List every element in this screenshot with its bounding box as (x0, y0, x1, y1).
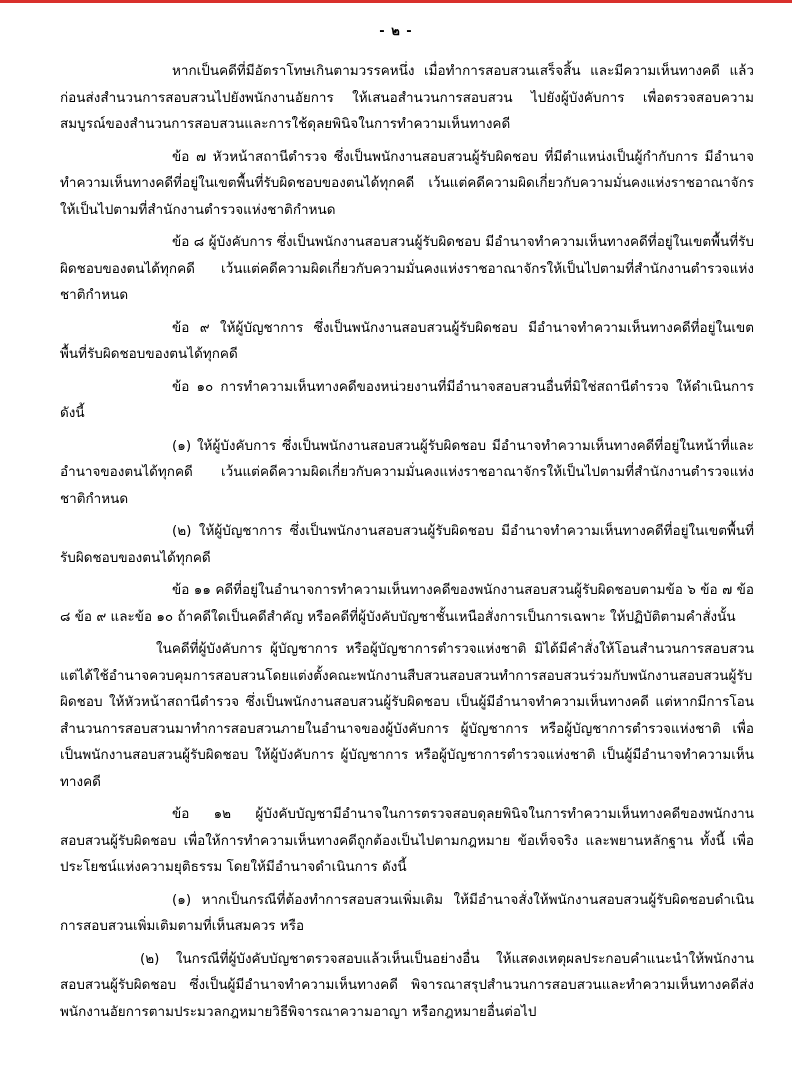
paragraph-article-11-case-transfer: ในคดีที่ผู้บังคับการ ผู้บัญชาการ หรือผู้บัญชาการตำรวจแห่งชาติ มิได้มีคำสั่งให้โอนสำนวนการสอบสวน แต่ได้ใช้อำนาจควบคุมการสอบสวนโดยแต่งตั้งคณะพนักงานสืบสวนสอบสวนทำการสอบสวนร่วมกับพนักงานสอบสวนผู้รับผิดชอบ ให้หัวหน้าสถานีตำรวจ ซึ่งเป็นพนักงานสอบสวนผู้รับผิดชอบ เป็นผู้มีอำนาจทำความเห็นทางคดี แต่หากมีการโอนสำนวนการสอบสวนมาทำการสอบสวนภายในอำนาจของผู้บังคับการ ผู้บัญชาการ หรือผู้บัญชาการตำรวจแห่งชาติ เพื่อเป็นพนักงานสอบสวนผู้รับผิดชอบ ให้ผู้บังคับการ ผู้บัญชาการ หรือผู้บัญชาการตำรวจแห่งชาติ เป็นผู้มีอำนาจทำความเห็นทางคดี (60, 641, 754, 790)
top-border-rule (0, 0, 792, 3)
paragraph-penalty-exceeds: หากเป็นคดีที่มีอัตราโทษเกินตามวรรคหนึ่ง เมื่อทำการสอบสวนเสร็จสิ้น และมีความเห็นทางคดี แล้ว ก่อนส่งสำนวนการสอบสวนไปยังพนักงานอัยการ ให้เสนอสำนวนการสอบสวน ไปยังผู้บังคับการ เพื่อตรวจสอบความสมบูรณ์ของสำนวนการสอบสวนและการใช้ดุลยพินิจในการทำความเห็นทางคดี (60, 63, 754, 132)
paragraph-article-12-item-1: (๑) หากเป็นกรณีที่ต้องทำการสอบสวนเพิ่มเติม ให้มีอำนาจสั่งให้พนักงานสอบสวนผู้รับผิดชอบดำเนินการสอบสวนเพิ่มเติมตามที่เห็นสมควร หรือ (60, 891, 754, 934)
paragraph-article-11: ข้อ ๑๑ คดีที่อยู่ในอำนาจการทำความเห็นทางคดีของพนักงานสอบสวนผู้รับผิดชอบตามข้อ ๖ ข้อ ๗ ข้อ ๘ ข้อ ๙ และข้อ ๑๐ ถ้าคดีใดเป็นคดีสำคัญ หรือคดีที่ผู้บังคับบัญชาชั้นเหนือสั่งการเป็นการเฉพาะ ให้ปฏิบัติตามคำสั่งนั้น (60, 582, 754, 625)
paragraph-article-10: ข้อ ๑๐ การทำความเห็นทางคดีของหน่วยงานที่มีอำนาจสอบสวนอื่นที่มิใช่สถานีตำรวจ ให้ดำเนินการ ดังนี้ (60, 378, 754, 421)
paragraph-article-10-item-1: (๑) ให้ผู้บังคับการ ซึ่งเป็นพนักงานสอบสวนผู้รับผิดชอบ มีอำนาจทำความเห็นทางคดีที่อยู่ในหน้าที่และอำนาจของตนได้ทุกคดี เว้นแต่คดีความผิดเกี่ยวกับความมั่นคงแห่งราชอาณาจักรให้เป็นไปตามที่สำนักงานตำรวจแห่งชาติกำหนด (60, 437, 754, 507)
paragraph-article-7: ข้อ ๗ หัวหน้าสถานีตำรวจ ซึ่งเป็นพนักงานสอบสวนผู้รับผิดชอบ ที่มีตำแหน่งเป็นผู้กำกับการ มีอำนาจทำความเห็นทางคดีที่อยู่ในเขตพื้นที่รับผิดชอบของตนได้ทุกคดี เว้นแต่คดีความผิดเกี่ยวกับความมั่นคงแห่งราชอาณาจักร ให้เป็นไปตามที่สำนักงานตำรวจแห่งชาติกำหนด (60, 148, 754, 218)
paragraph-article-9: ข้อ ๙ ให้ผู้บัญชาการ ซึ่งเป็นพนักงานสอบสวนผู้รับผิดชอบ มีอำนาจทำความเห็นทางคดีที่อยู่ในเขตพื้นที่รับผิดชอบของตนได้ทุกคดี (60, 319, 754, 362)
page-number: - ๒ - (379, 24, 413, 39)
paragraph-article-8: ข้อ ๘ ผู้บังคับการ ซึ่งเป็นพนักงานสอบสวนผู้รับผิดชอบ มีอำนาจทำความเห็นทางคดีที่อยู่ในเขตพื้นที่รับผิดชอบของตนได้ทุกคดี เว้นแต่คดีความผิดเกี่ยวกับความมั่นคงแห่งราชอาณาจักรให้เป็นไปตามที่สำนักงานตำรวจแห่งชาติกำหนด (60, 234, 754, 303)
paragraph-article-12-item-2: (๒) ในกรณีที่ผู้บังคับบัญชาตรวจสอบแล้วเห็นเป็นอย่างอื่น ให้แสดงเหตุผลประกอบคำแนะนำให้พนักงานสอบสวนผู้รับผิดชอบ ซึ่งเป็นผู้มีอำนาจทำความเห็นทางคดี พิจารณาสรุปสำนวนการสอบสวนและทำความเห็นทางคดีส่งพนักงานอัยการตามประมวลกฎหมายวิธีพิจารณาความอาญา หรือกฎหมายอื่นต่อไป (60, 950, 754, 1020)
paragraph-article-12: ข้อ ๑๒ ผู้บังคับบัญชามีอำนาจในการตรวจสอบดุลยพินิจในการทำความเห็นทางคดีของพนักงานสอบสวนผู้รับผิดชอบ เพื่อให้การทำความเห็นทางคดีถูกต้องเป็นไปตามกฎหมาย ข้อเท็จจริง และพยานหลักฐาน ทั้งนี้ เพื่อประโยชน์แห่งความยุติธรรม โดยให้มีอำนาจดำเนินการ ดังนี้ (60, 806, 754, 875)
paragraph-article-10-item-2: (๒) ให้ผู้บัญชาการ ซึ่งเป็นพนักงานสอบสวนผู้รับผิดชอบ มีอำนาจทำความเห็นทางคดีที่อยู่ในเขตพื้นที่รับผิดชอบของตนได้ทุกคดี (60, 523, 754, 566)
document-body (60, 58, 754, 1031)
